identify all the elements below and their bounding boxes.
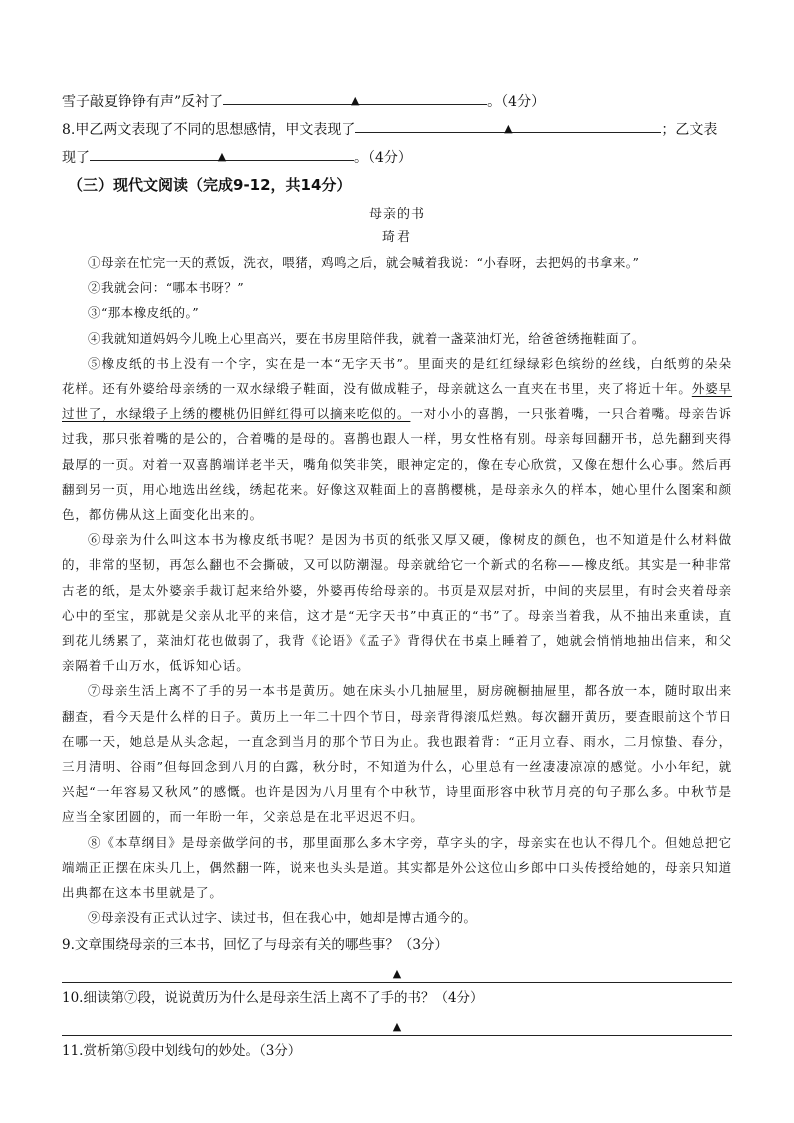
answer-blank-q8a[interactable]	[355, 116, 661, 133]
question-8-part2: ；乙文表	[661, 122, 718, 138]
article-title: 母亲的书	[368, 207, 425, 222]
question-9: 9.文章围绕母亲的三本书，回忆了与母亲有关的哪些事？（3分）	[62, 937, 448, 954]
paragraph-9: ⑨母亲没有正式认过字、读过书，但在我心中，她却是博古通今的。	[88, 910, 477, 926]
triangle-marker-icon: ▲	[504, 122, 513, 135]
answer-line-q10[interactable]	[62, 1011, 732, 1036]
question-7-tail	[62, 88, 732, 116]
answer-blank-q8b[interactable]	[90, 144, 354, 161]
question-11: 11.赏析第⑤段中划线句的妙处。（3分）	[62, 1043, 302, 1060]
question-7-score: 。（4分）	[487, 94, 546, 110]
paragraph-5-part1: ⑤橡皮纸的书上没有一个字，实在是一本“无字天书”。里面夹的是红红绿绿彩色缤纷的丝线，白纸剪的朵朵花样。还有外婆给母亲绣的一双水绿缎子鞋面，没有做成鞋子，母亲就这么一直夹在书里，夹了将近十年。	[62, 355, 732, 397]
triangle-marker-icon: ▲	[217, 150, 227, 163]
question-7-text: 雪子敲夏铮铮有声”反衬了	[62, 94, 224, 110]
section-heading: （三）现代文阅读（完成9-12，共14分）	[68, 176, 352, 194]
question-10: 10.细读第⑦段，说说黄历为什么是母亲生活上离不了手的书？（4分）	[62, 990, 484, 1007]
paragraph-5	[62, 351, 732, 527]
article-author: 琦君	[381, 230, 412, 245]
exam-page	[62, 88, 732, 1064]
paragraph-1: ①母亲在忙完一天的煮饭，洗衣，喂猪，鸡鸣之后，就会喊着我说：“小春呀，去把妈的书拿来。”	[88, 255, 640, 270]
paragraph-7: ⑦母亲生活上离不了手的另一本书是黄历。她在床头小几抽屉里，厨房碗橱抽屉里，都各放一本，随时取出来翻查，看今天是什么样的日子。黄历上一年二十四个节日，母亲背得滚瓜烂熟。每次翻开黄历，要查眼前这个节日在哪一天，她总是从头念起，一直念到当月的那个节日为止。我也跟着背：“正月立春、雨水，二月惊蛰、春分，三月清明、谷雨”但每回念到八月的白露，秋分时，不知道为什么，心里总有一丝凄凄凉凉的感觉。小小年纪，就兴起“一年容易又秋风”的感慨。也许是因为八月里有个中秋节，诗里面形容中秋节月亮的句子那么多。中秋节是应当全家团圆的，而一年盼一年，父亲总是在北平迟迟不归。	[62, 683, 733, 825]
question-8-score: 。（4分）	[354, 150, 412, 166]
paragraph-4: ④我就知道妈妈今儿晚上心里高兴，要在书房里陪伴我，就着一盏菜油灯光，给爸爸绣拖鞋面了。	[88, 330, 645, 346]
question-8-part1: 8.甲乙两文表现了不同的思想感情，甲文表现了	[62, 122, 356, 138]
paragraph-2: ②我就会问：“哪本书呀？”	[88, 280, 245, 296]
answer-line-q9[interactable]	[62, 958, 732, 983]
paragraph-8: ⑧《本草纲目》是母亲做学问的书，那里面那么多木字旁，草字头的字，母亲实在也认不得几个。但她总把它端端正正摆在床头几上，偶然翻一阵，说来也头头是道。其实都是外公这位山乡郎中口头传授给她的，母亲只知道出典都在这本书里就是了。	[62, 834, 733, 901]
underlined-sentence: 外婆早过世了，水绿缎子上绣的樱桃仍旧鲜红得可以摘来吃似的。	[62, 381, 733, 422]
paragraph-3: ③“那本橡皮纸的。”	[88, 305, 200, 321]
triangle-marker-icon: ▲	[392, 967, 402, 981]
question-8-part3: 现了	[62, 150, 90, 166]
question-8-cont	[62, 144, 732, 172]
answer-blank-q7[interactable]	[223, 88, 487, 105]
triangle-marker-icon: ▲	[350, 94, 360, 107]
question-8	[62, 116, 732, 144]
paragraph-5-part2: 一对小小的喜鹊，一只张着嘴，一只合着嘴。母亲告诉过我，那只张着嘴的是公的，合着嘴的是母的。喜鹊也跟人一样，男女性格有别。母亲每回翻开书，总先翻到夹得最厚的一页。对着一双喜鹊端详老半天，嘴角似笑非笑，眼神定定的，像在专心欣赏，又像在想什么心事。然后再翻到另一页，用心地选出丝线，绣起花来。好像这双鞋面上的喜鹊樱桃，是母亲永久的样本，她心里什么图案和颜色，都仿佛从这上面变化出来的。	[62, 406, 733, 523]
paragraph-6: ⑥母亲为什么叫这本书为橡皮纸书呢？是因为书页的纸张又厚又硬，像树皮的颜色，也不知道是什么材料做的，非常的坚韧，再怎么翻也不会撕破，又可以防潮湿。母亲就给它一个新式的名称——橡皮纸。其实是一种非常古老的纸，是太外婆亲手裁订起来给外婆，外婆再传给母亲的。书页是双层对折，中间的夹层里，有时会夹着母亲心中的至宝，那就是父亲从北平的来信，这才是“无字天书”中真正的“书”了。母亲当着我，从不抽出来重读，直到花儿绣累了，菜油灯花也做弱了，我背《论语》《孟子》背得伏在书桌上睡着了，她就会悄悄地抽出信来，和父亲隔着千山万水，低诉知心话。	[62, 532, 733, 674]
triangle-marker-icon: ▲	[392, 1020, 402, 1034]
